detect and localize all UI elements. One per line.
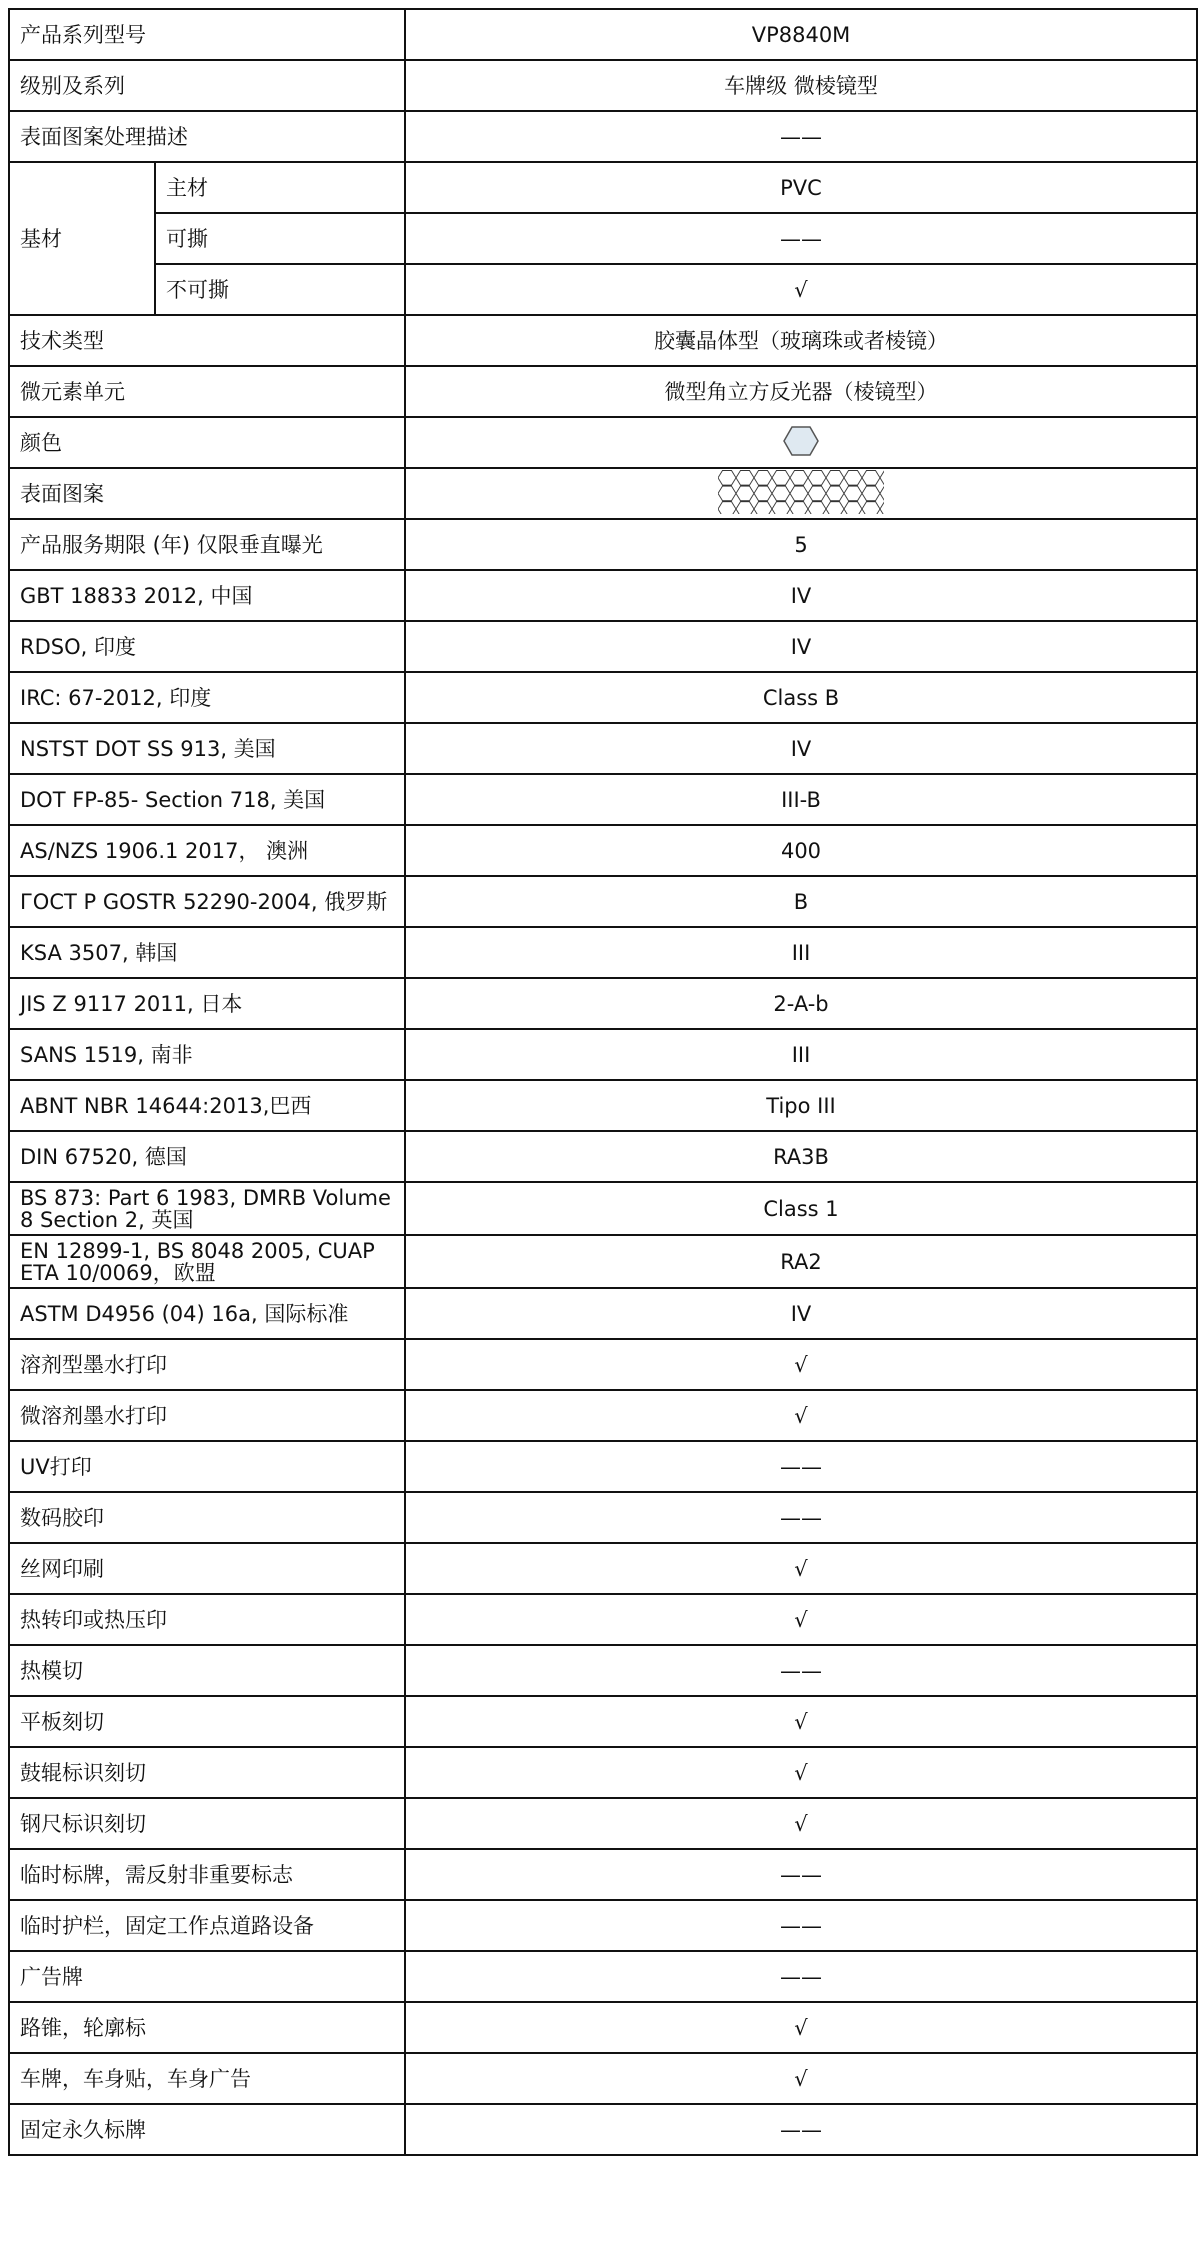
row-value: B (405, 876, 1197, 927)
table-row (9, 417, 1197, 468)
row-sublabel: 不可撕 (155, 264, 405, 315)
row-label: BS 873: Part 6 1983, DMRB Volume 8 Section 2, 英国 (9, 1182, 405, 1235)
row-value (405, 468, 1197, 519)
table-row (9, 1182, 1197, 1235)
row-label: 级别及系列 (9, 60, 405, 111)
row-value: 车牌级 微棱镜型 (405, 60, 1197, 111)
row-value: —— (405, 1900, 1197, 1951)
row-value: √ (405, 1594, 1197, 1645)
row-value: RA3B (405, 1131, 1197, 1182)
row-value: √ (405, 1696, 1197, 1747)
row-value: —— (405, 1951, 1197, 2002)
table-row (9, 876, 1197, 927)
row-label: JIS Z 9117 2011, 日本 (9, 978, 405, 1029)
table-row (9, 1390, 1197, 1441)
row-value: √ (405, 1543, 1197, 1594)
row-label: EN 12899-1, BS 8048 2005, CUAP ETA 10/0069，欧盟 (9, 1235, 405, 1288)
table-row (9, 1951, 1197, 2002)
table-row (9, 1747, 1197, 1798)
row-value: —— (405, 1441, 1197, 1492)
spec-table (8, 8, 1198, 2156)
row-sublabel: 可撕 (155, 213, 405, 264)
row-label: KSA 3507, 韩国 (9, 927, 405, 978)
row-label: 表面图案处理描述 (9, 111, 405, 162)
table-row (9, 315, 1197, 366)
row-value: √ (405, 1390, 1197, 1441)
row-value: Tipo III (405, 1080, 1197, 1131)
row-value: √ (405, 1747, 1197, 1798)
row-label: 临时标牌，需反射非重要标志 (9, 1849, 405, 1900)
row-value: VP8840M (405, 9, 1197, 60)
row-value: RA2 (405, 1235, 1197, 1288)
row-value: 微型角立方反光器（棱镜型） (405, 366, 1197, 417)
row-label: DIN 67520, 德国 (9, 1131, 405, 1182)
group-label: 基材 (9, 162, 155, 315)
table-row (9, 2104, 1197, 2155)
table-row (9, 519, 1197, 570)
row-value: IV (405, 621, 1197, 672)
table-row (9, 111, 1197, 162)
table-row (9, 1131, 1197, 1182)
table-row (9, 1696, 1197, 1747)
row-value: Class B (405, 672, 1197, 723)
row-label: GBT 18833 2012, 中国 (9, 570, 405, 621)
table-row (9, 9, 1197, 60)
row-label: 临时护栏，固定工作点道路设备 (9, 1900, 405, 1951)
table-row (9, 672, 1197, 723)
row-label: 溶剂型墨水打印 (9, 1339, 405, 1390)
row-label: 数码胶印 (9, 1492, 405, 1543)
row-label: 微元素单元 (9, 366, 405, 417)
row-value: III (405, 927, 1197, 978)
row-label: 技术类型 (9, 315, 405, 366)
table-row (9, 1798, 1197, 1849)
row-value: 400 (405, 825, 1197, 876)
table-row (9, 162, 1197, 213)
row-value: √ (405, 1798, 1197, 1849)
row-value: —— (405, 1492, 1197, 1543)
row-label: 表面图案 (9, 468, 405, 519)
table-row (9, 1492, 1197, 1543)
row-value: —— (405, 1645, 1197, 1696)
table-row (9, 1339, 1197, 1390)
row-label: 路锥，轮廓标 (9, 2002, 405, 2053)
row-label: 产品服务期限 (年) 仅限垂直曝光 (9, 519, 405, 570)
table-row (9, 2002, 1197, 2053)
table-row (9, 2053, 1197, 2104)
row-label: 颜色 (9, 417, 405, 468)
row-value: —— (405, 2104, 1197, 2155)
table-row (9, 1235, 1197, 1288)
row-value: 2-A-b (405, 978, 1197, 1029)
table-row (9, 723, 1197, 774)
table-row (9, 927, 1197, 978)
table-row (9, 1288, 1197, 1339)
table-row (9, 825, 1197, 876)
row-label: 钢尺标识刻切 (9, 1798, 405, 1849)
row-label: UV打印 (9, 1441, 405, 1492)
row-value (405, 417, 1197, 468)
row-label: DOT FP-85- Section 718, 美国 (9, 774, 405, 825)
table-row (9, 1900, 1197, 1951)
row-label: NSTST DOT SS 913, 美国 (9, 723, 405, 774)
row-label: ГОСТ Р GOSTR 52290-2004, 俄罗斯 (9, 876, 405, 927)
table-row (9, 774, 1197, 825)
table-row (9, 1543, 1197, 1594)
row-value: 胶囊晶体型（玻璃珠或者棱镜） (405, 315, 1197, 366)
row-value: IV (405, 570, 1197, 621)
table-row (9, 978, 1197, 1029)
row-value: √ (405, 1339, 1197, 1390)
row-value: —— (405, 213, 1197, 264)
table-row (9, 468, 1197, 519)
row-value: III (405, 1029, 1197, 1080)
row-value: √ (405, 2053, 1197, 2104)
table-row (9, 1645, 1197, 1696)
table-row (9, 264, 1197, 315)
table-row (9, 621, 1197, 672)
row-value: —— (405, 1849, 1197, 1900)
row-label: 车牌，车身贴，车身广告 (9, 2053, 405, 2104)
row-value: IV (405, 1288, 1197, 1339)
row-value: Class 1 (405, 1182, 1197, 1235)
row-label: ABNT NBR 14644:2013,巴西 (9, 1080, 405, 1131)
row-label: RDSO, 印度 (9, 621, 405, 672)
row-label: 热模切 (9, 1645, 405, 1696)
table-row (9, 1594, 1197, 1645)
hexagon-icon (783, 426, 819, 460)
table-row (9, 1080, 1197, 1131)
row-label: ASTM D4956 (04) 16a, 国际标准 (9, 1288, 405, 1339)
row-value: √ (405, 2002, 1197, 2053)
row-sublabel: 主材 (155, 162, 405, 213)
table-row (9, 366, 1197, 417)
honeycomb-pattern-icon (718, 470, 884, 518)
row-value: IV (405, 723, 1197, 774)
row-label: IRC: 67-2012, 印度 (9, 672, 405, 723)
table-row (9, 1849, 1197, 1900)
table-row (9, 1441, 1197, 1492)
row-label: AS/NZS 1906.1 2017， 澳洲 (9, 825, 405, 876)
row-label: 固定永久标牌 (9, 2104, 405, 2155)
row-value: III-B (405, 774, 1197, 825)
row-label: 产品系列型号 (9, 9, 405, 60)
table-row (9, 213, 1197, 264)
row-value: 5 (405, 519, 1197, 570)
row-value: PVC (405, 162, 1197, 213)
row-label: SANS 1519, 南非 (9, 1029, 405, 1080)
row-value: —— (405, 111, 1197, 162)
row-value: √ (405, 264, 1197, 315)
table-row (9, 1029, 1197, 1080)
row-label: 鼓辊标识刻切 (9, 1747, 405, 1798)
table-row (9, 570, 1197, 621)
table-row (9, 60, 1197, 111)
row-label: 热转印或热压印 (9, 1594, 405, 1645)
row-label: 广告牌 (9, 1951, 405, 2002)
row-label: 平板刻切 (9, 1696, 405, 1747)
row-label: 微溶剂墨水打印 (9, 1390, 405, 1441)
row-label: 丝网印刷 (9, 1543, 405, 1594)
